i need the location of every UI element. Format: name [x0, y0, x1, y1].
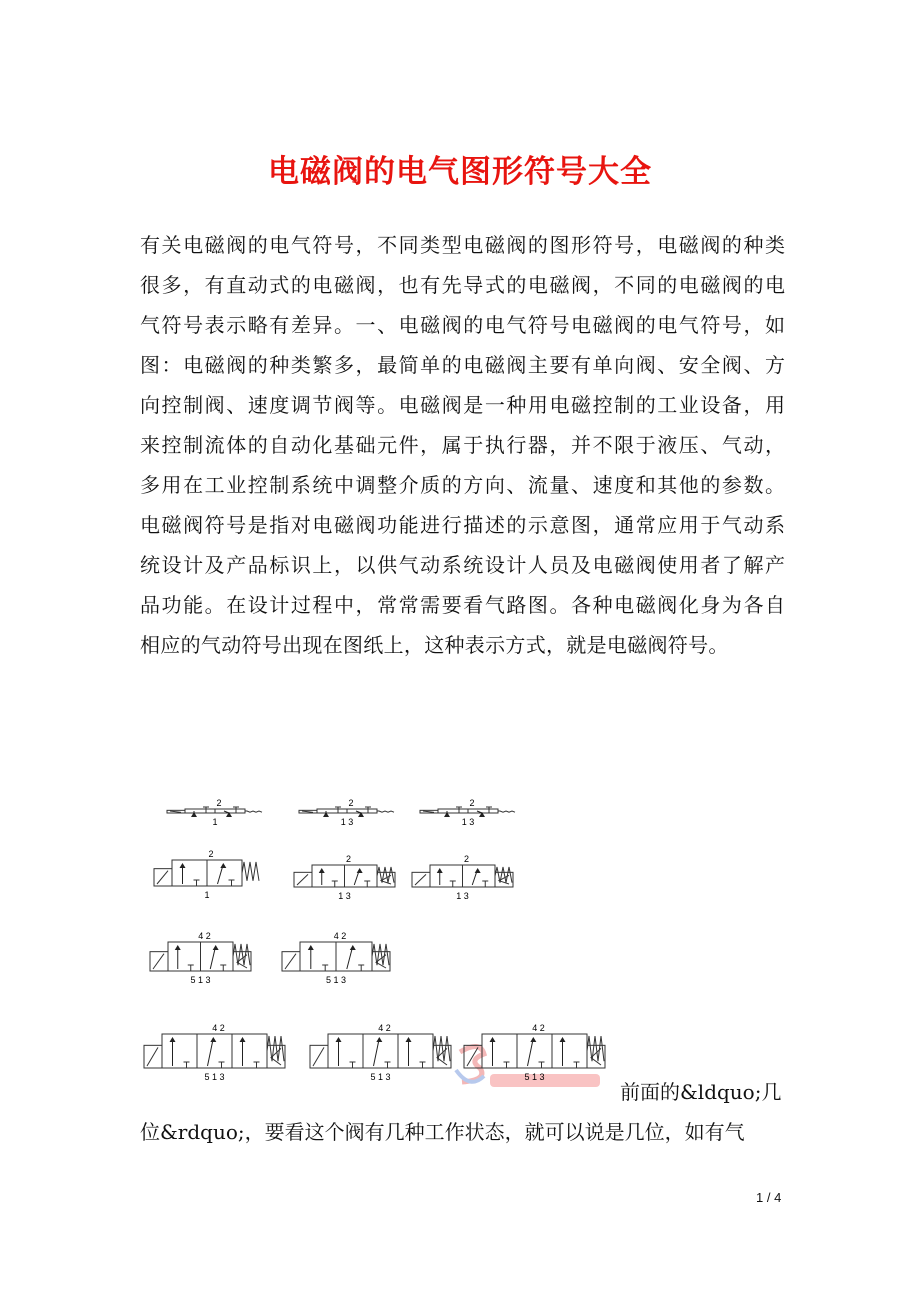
- port-label-top: 4 2: [198, 931, 211, 941]
- arrow-head-icon: [530, 1037, 536, 1042]
- paragraph-text: 位&rdquo;，要看这个阀有几种工作状态，就可以说是几位，如有气: [140, 1120, 745, 1144]
- blocked-port-icon: [450, 881, 456, 887]
- blocked-port-icon: [229, 880, 235, 886]
- valve-symbol-2-2: [165, 797, 265, 827]
- blocked-port-icon: [219, 1062, 225, 1068]
- spring-icon: [372, 944, 389, 965]
- valve-symbol-5-2-a: [148, 930, 253, 985]
- blocked-port-icon: [365, 807, 371, 813]
- paragraph-line: 统设计及产品标识上，以供气动系统设计人员及电磁阀使用者了解产: [140, 553, 785, 577]
- solenoid-coil-icon: [153, 954, 164, 969]
- paragraph-line: 电磁阀符号是指对电磁阀功能进行描述的示意图，通常应用于气动系: [140, 513, 785, 537]
- valve-symbol-5-3-closed: [142, 1022, 287, 1082]
- paragraph-text: 前面的&ldquo;几: [620, 1080, 782, 1104]
- port-label-bottom: 1 3: [461, 817, 475, 827]
- blocked-port-icon: [364, 881, 370, 887]
- arrow-head-icon: [319, 868, 325, 873]
- solenoid-coil-icon: [170, 811, 181, 812]
- solenoid-coil-icon: [423, 811, 434, 812]
- paragraph-line: 有关电磁阀的电气符号，不同类型电磁阀的图形符号，电磁阀的种类: [140, 233, 785, 257]
- solenoid-coil-icon: [467, 1047, 478, 1066]
- blocked-port-icon: [385, 1062, 391, 1068]
- paragraph-line: 品功能。在设计过程中，常常需要看气路图。各种电磁阀化身为各自: [140, 593, 785, 617]
- blocked-port-icon: [220, 965, 226, 971]
- port-label-bottom: 1 3: [338, 891, 351, 901]
- blocked-port-icon: [482, 881, 488, 887]
- blocked-port-icon: [335, 807, 341, 813]
- solenoid-coil-icon: [285, 954, 296, 969]
- flow-arrow-icon: [374, 1038, 380, 1066]
- spring-icon: [377, 867, 394, 883]
- port-label-bottom: 1 3: [456, 891, 469, 901]
- arrow-head-icon: [240, 1037, 246, 1042]
- arrow-head-icon: [175, 945, 181, 950]
- port-label-bottom: 5 1 3: [370, 1072, 391, 1082]
- valve-symbol-3-2-a: [297, 797, 397, 827]
- valve-symbol-5-3-center: [462, 1022, 607, 1082]
- spring-icon: [267, 1036, 284, 1061]
- arrow-head-icon: [437, 868, 443, 873]
- blocked-port-icon: [203, 807, 209, 813]
- port-label-bottom: 5 1 3: [204, 1072, 225, 1082]
- paragraph-line: 相应的气动符号出现在图纸上，这种表示方式，就是电磁阀符号。: [140, 633, 729, 657]
- valve-symbol-5-3-open: [308, 1022, 453, 1082]
- solenoid-coil-icon: [415, 874, 426, 885]
- solenoid-coil-icon: [147, 1047, 158, 1066]
- blocked-port-icon: [194, 880, 200, 886]
- blocked-port-icon: [322, 965, 328, 971]
- arrow-head-icon: [336, 1037, 342, 1042]
- port-label-top: 4 2: [532, 1023, 545, 1033]
- arrow-head-icon: [560, 1037, 566, 1042]
- arrow-head-icon: [213, 945, 219, 950]
- spring-icon: [233, 944, 250, 965]
- blocked-port-icon: [188, 965, 194, 971]
- blocked-port-icon: [184, 1062, 190, 1068]
- blocked-port-icon: [456, 807, 462, 813]
- valve-symbol-check: [152, 848, 262, 900]
- solenoid-coil-icon: [302, 811, 313, 812]
- blocked-port-icon: [254, 1062, 260, 1068]
- paragraph-line: 气符号表示略有差异。一、电磁阀的电气符号电磁阀的电气符号，如: [140, 313, 785, 337]
- valve-symbol-5-2-b: [280, 930, 392, 985]
- spring-icon: [498, 811, 515, 812]
- document-title: 电磁阀的电气图形符号大全: [268, 154, 652, 190]
- blocked-port-icon: [233, 807, 239, 813]
- port-label-top: 2: [469, 798, 475, 808]
- spring-icon: [245, 811, 262, 812]
- blocked-port-icon: [358, 965, 364, 971]
- blocked-port-icon: [332, 881, 338, 887]
- spring-icon: [377, 811, 394, 812]
- arrow-head-icon: [180, 863, 186, 868]
- paragraph-line: 来控制流体的自动化基础元件，属于执行器，并不限于液压、气动，: [140, 433, 785, 457]
- arrow-head-icon: [376, 1037, 382, 1042]
- blocked-port-icon: [350, 1062, 356, 1068]
- arrow-head-icon: [350, 945, 356, 950]
- port-label-bottom: 1 3: [340, 817, 354, 827]
- arrow-head-icon: [357, 868, 363, 873]
- arrow-head-icon: [170, 1037, 176, 1042]
- port-label-top: 2: [463, 854, 470, 864]
- spring-icon: [433, 1036, 450, 1061]
- valve-symbol-3-2-pilot-b: [410, 853, 515, 901]
- arrow-head-icon: [308, 945, 314, 950]
- port-label-bottom: 5 1 3: [325, 975, 347, 985]
- arrow-head-icon: [210, 1037, 216, 1042]
- port-label-top: 4 2: [212, 1023, 225, 1033]
- paragraph-line: 向控制阀、速度调节阀等。电磁阀是一种用电磁控制的工业设备，用: [140, 393, 785, 417]
- port-label-bottom: 1: [212, 817, 218, 827]
- flow-arrow-icon: [208, 1038, 214, 1066]
- blocked-port-icon: [504, 1062, 510, 1068]
- paragraph-line: 多用在工业控制系统中调整介质的方向、流量、速度和其他的参数。: [140, 473, 785, 497]
- port-label-top: 4 2: [378, 1023, 391, 1033]
- port-label-top: 2: [348, 798, 354, 808]
- port-label-top: 2: [345, 854, 352, 864]
- port-label-bottom: 5 1 3: [524, 1072, 545, 1082]
- spring-icon: [242, 862, 259, 881]
- port-label-top: 4 2: [333, 931, 347, 941]
- spring-icon: [495, 867, 512, 883]
- solenoid-coil-icon: [157, 871, 168, 884]
- page-number: 1 / 4: [756, 1190, 782, 1205]
- blocked-port-icon: [574, 1062, 580, 1068]
- solenoid-coil-icon: [297, 874, 308, 885]
- blocked-port-icon: [539, 1062, 545, 1068]
- arrow-head-icon: [406, 1037, 412, 1042]
- paragraph-line: 图：电磁阀的种类繁多，最简单的电磁阀主要有单向阀、安全阀、方: [140, 353, 785, 377]
- port-label-bottom: 5 1 3: [190, 975, 211, 985]
- blocked-port-icon: [486, 807, 492, 813]
- flow-arrow-icon: [528, 1038, 534, 1066]
- arrow-head-icon: [490, 1037, 496, 1042]
- arrow-head-icon: [220, 863, 226, 868]
- arrow-head-icon: [475, 868, 481, 873]
- spring-icon: [587, 1036, 604, 1061]
- port-label-top: 2: [208, 849, 214, 859]
- port-label-top: 2: [216, 798, 222, 808]
- paragraph-line: 很多，有直动式的电磁阀，也有先导式的电磁阀，不同的电磁阀的电: [140, 273, 785, 297]
- blocked-port-icon: [420, 1062, 426, 1068]
- port-label-bottom: 1: [204, 890, 210, 900]
- valve-symbol-3-2-b: [418, 797, 518, 827]
- solenoid-coil-icon: [313, 1047, 324, 1066]
- valve-symbol-3-2-pilot-a: [292, 853, 397, 901]
